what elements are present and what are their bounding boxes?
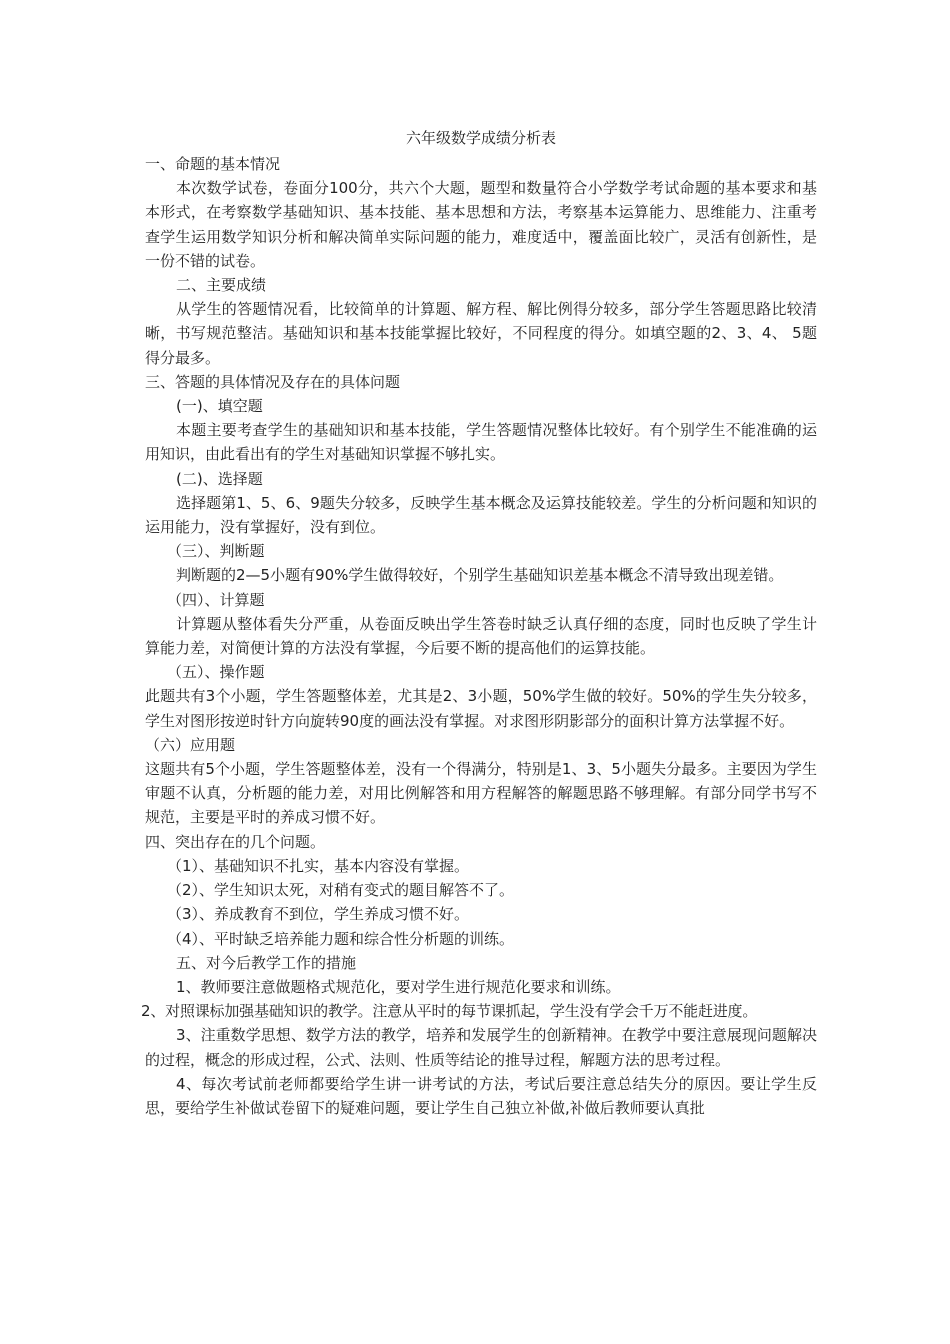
section-2-heading: 二、主要成绩 [176, 276, 267, 295]
problem-item: （3）、养成教育不到位，学生养成习惯不好。 [167, 905, 470, 924]
subsection-choice-heading: (二)、选择题 [176, 469, 263, 488]
measure-item: 3、注重数学思想、数学方法的教学，培养和发展学生的创新精神。在教学中要注意展现问题解决的过程，概念的形成过程，公式、法则、性质等结论的推导过程，解题方法的思考过程。 [145, 1026, 817, 1069]
section-2-body: 从学生的答题情况看，比较简单的计算题、解方程、解比例得分较多，部分学生答题思路比较清晰，书写规范整洁。基础知识和基本技能掌握比较好，不同程度的得分。如填空题的2、3、4、 5题得分最多。 [145, 300, 817, 367]
subsection-fill-blank-body: 本题主要考查学生的基础知识和基本技能，学生答题情况整体比较好。有个别学生不能准确的运用知识，由此看出有的学生对基础知识掌握不够扎实。 [145, 421, 817, 464]
subsection-fill-blank-heading: (一)、填空题 [176, 397, 263, 416]
section-4-heading: 四、突出存在的几个问题。 [145, 832, 326, 851]
subsection-judge-heading: （三）、判断题 [167, 542, 265, 561]
subsection-judge-body: 判断题的2—5小题有90%学生做得较好，个别学生基础知识差基本概念不清导致出现差错。 [176, 566, 784, 585]
document-title: 六年级数学成绩分析表 [405, 129, 556, 147]
subsection-choice-body: 选择题第1、5、6、9题失分较多，反映学生基本概念及运算技能较差。学生的分析问题和知识的运用能力，没有掌握好，没有到位。 [145, 493, 817, 537]
measure-item: 4、每次考试前老师都要给学生讲一讲考试的方法，考试后要注意总结失分的原因。要让学生反思，要给学生补做试卷留下的疑难问题，要让学生自己独立补做,补做后教师要认真批 [145, 1074, 817, 1117]
problem-item: （2）、学生知识太死，对稍有变式的题目解答不了。 [167, 881, 515, 900]
subsection-operation-body: 此题共有3个小题，学生答题整体差，尤其是2、3小题，50%学生做的较好。50%的学生失分较多，学生对图形按逆时针方向旋转90度的画法没有掌握。对求图形阴影部分的面积计算方法掌握不好。 [145, 687, 817, 730]
subsection-calc-heading: （四）、计算题 [167, 590, 265, 609]
subsection-application-heading: （六）应用题 [145, 735, 236, 754]
section-5-heading: 五、对今后教学工作的措施 [176, 953, 357, 972]
section-3-heading: 三、答题的具体情况及存在的具体问题 [145, 372, 401, 391]
measure-item: 1、教师要注意做题格式规范化，要对学生进行规范化要求和训练。 [176, 977, 621, 996]
subsection-operation-heading: （五）、操作题 [167, 663, 265, 682]
section-1-body: 本次数学试卷，卷面分100分，共六个大题，题型和数量符合小学数学考试命题的基本要求和基本形式，在考察数学基础知识、基本技能、基本思想和方法，考察基本运算能力、思维能力、注重考查学生运用数学知识分析和解决简单实际问题的能力，难度适中，覆盖面比较广，灵活有创新性，是一份不错的试卷。 [145, 179, 817, 270]
document-page [141, 126, 817, 1120]
section-1-heading: 一、命题的基本情况 [145, 155, 281, 173]
problem-item: （1）、基础知识不扎实，基本内容没有掌握。 [167, 856, 470, 875]
subsection-application-body: 这题共有5个小题，学生答题整体差，没有一个得满分，特别是1、3、5小题失分最多。主要因为学生审题不认真，分析题的能力差，对用比例解答和用方程解答的解题思路不够理解。有部分同学书写不规范，主要是平时的养成习惯不好。 [145, 760, 817, 827]
problem-item: （4）、平时缺乏培养能力题和综合性分析题的训练。 [167, 929, 515, 948]
subsection-calc-body: 计算题从整体看失分严重，从卷面反映出学生答卷时缺乏认真仔细的态度，同时也反映了学生计算能力差，对简便计算的方法没有掌握，今后要不断的提高他们的运算技能。 [145, 614, 817, 658]
measure-item: 2、对照课标加强基础知识的教学。注意从平时的每节课抓起，学生没有学会千万不能赶进度。 [141, 1002, 758, 1021]
